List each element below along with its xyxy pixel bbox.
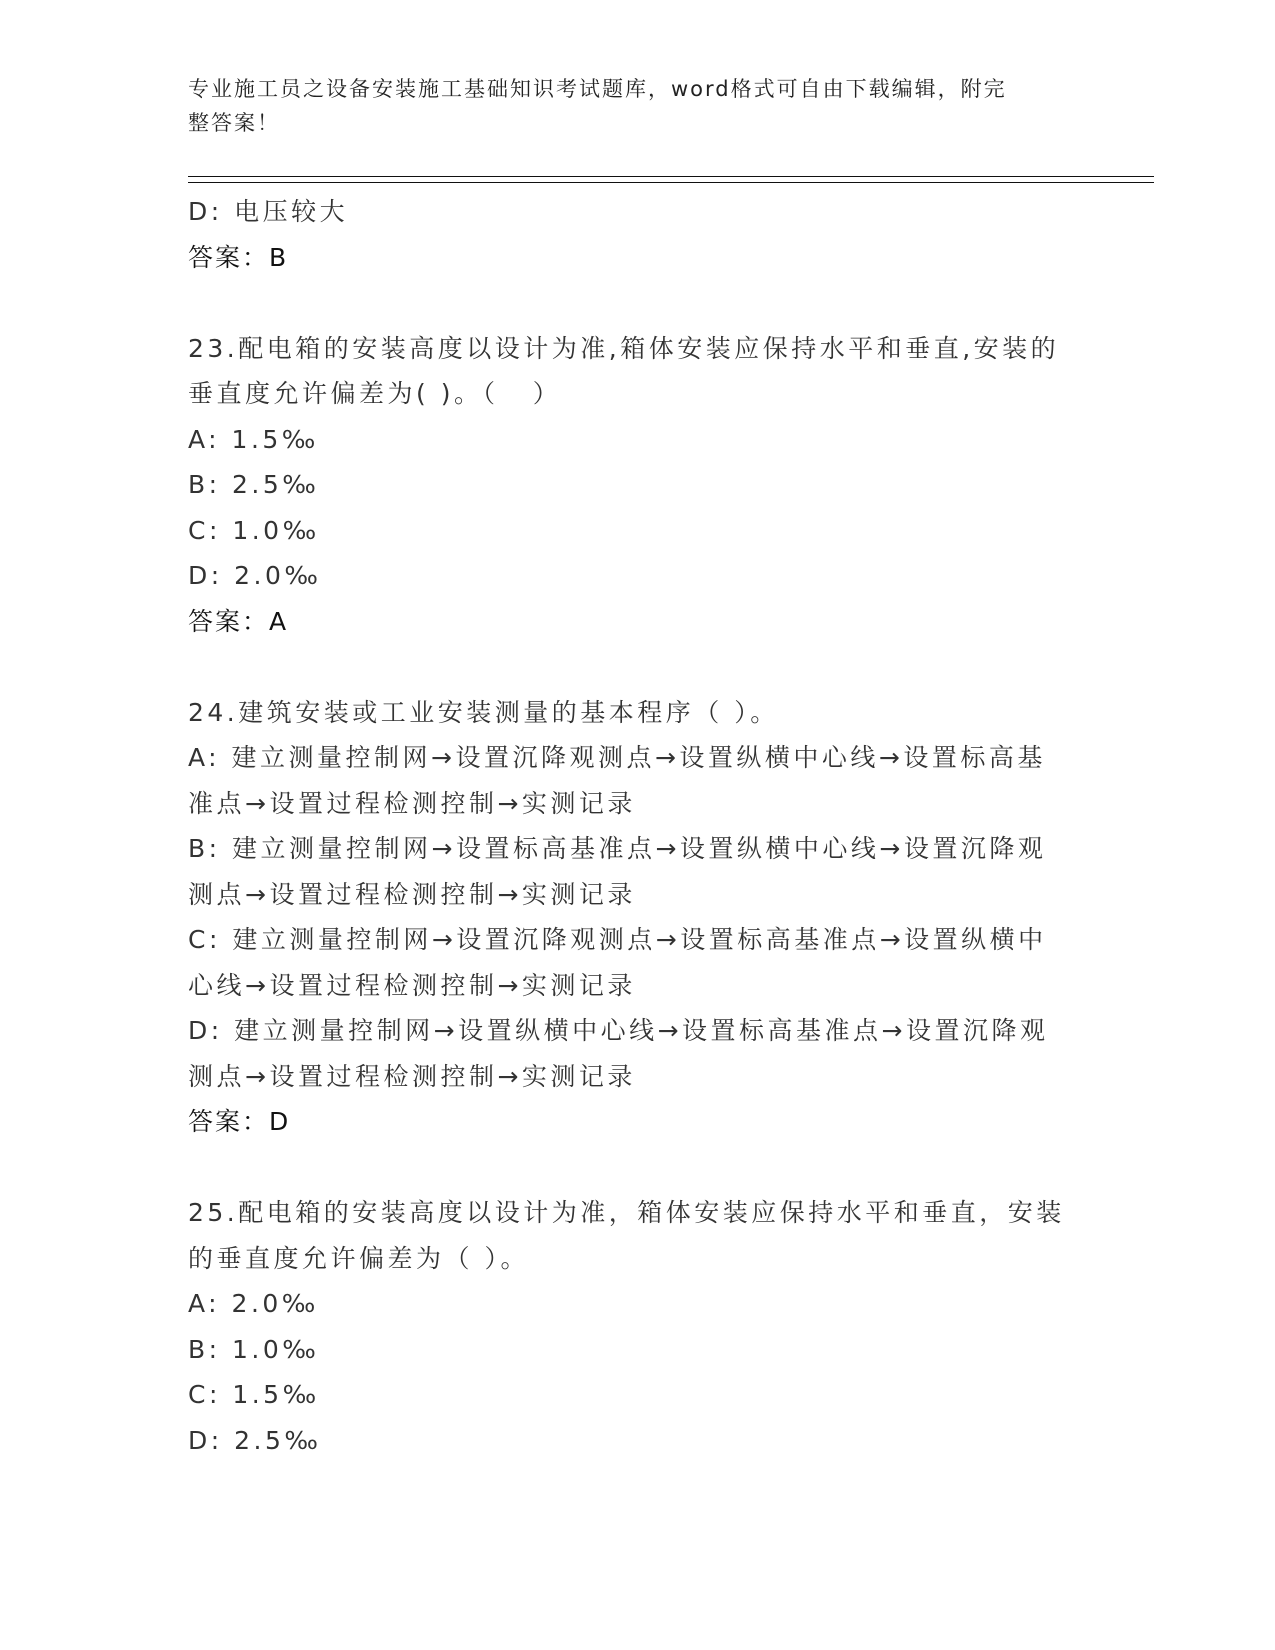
q23-answer: 答案：A <box>188 606 289 636</box>
q25-stem-line-2: 的垂直度允许偏差为（ ）。 <box>188 1243 529 1273</box>
q24-option-c-line-2: 心线→设置过程检测控制→实测记录 <box>188 970 636 1000</box>
q22-answer: 答案：B <box>188 242 289 272</box>
q24-option-c-line-1: C: 建立测量控制网→设置沉降观测点→设置标高基准点→设置纵横中 <box>188 925 1047 954</box>
header-line-2: 整答案！ <box>188 111 280 135</box>
spacer <box>188 280 1088 326</box>
q23-stem-line-2: 垂直度允许偏差为( )。（ ） <box>188 379 562 408</box>
q23-option-b: B: 2.5‰ <box>188 470 320 499</box>
question-25 <box>188 1190 1088 1463</box>
question-content <box>188 189 1088 1463</box>
q25-option-d: D: 2.5‰ <box>188 1425 322 1455</box>
q24-option-a-line-1: A: 建立测量控制网→设置沉降观测点→设置纵横中心线→设置标高基 <box>188 743 1046 772</box>
q24-answer: 答案：D <box>188 1107 291 1136</box>
q25-option-b: B: 1.0‰ <box>188 1334 320 1364</box>
q24-option-d-line-1: D: 建立测量控制网→设置纵横中心线→设置标高基准点→设置沉降观 <box>188 1016 1049 1045</box>
question-24 <box>188 690 1088 1145</box>
q24-stem: 24.建筑安装或工业安装测量的基本程序（ ）。 <box>188 697 779 727</box>
spacer <box>188 644 1088 690</box>
q24-option-b-line-1: B: 建立测量控制网→设置标高基准点→设置纵横中心线→设置沉降观 <box>188 834 1047 863</box>
q23-option-a: A: 1.5‰ <box>188 424 319 454</box>
spacer <box>188 1145 1088 1191</box>
question-22-tail <box>188 189 1088 280</box>
q24-option-d-line-2: 测点→设置过程检测控制→实测记录 <box>188 1061 636 1091</box>
header-line-1: 专业施工员之设备安装施工基础知识考试题库，word格式可自由下载编辑，附完 <box>188 77 1007 101</box>
q24-option-b-line-2: 测点→设置过程检测控制→实测记录 <box>188 879 636 909</box>
q25-option-c: C: 1.5‰ <box>188 1380 320 1409</box>
question-23 <box>188 326 1088 645</box>
q23-option-c: C: 1.0‰ <box>188 515 320 545</box>
header-rule-top <box>188 176 1154 177</box>
q25-stem-line-1: 25.配电箱的安装高度以设计为准，箱体安装应保持水平和垂直，安装 <box>188 1198 1065 1227</box>
q23-option-d: D: 2.0‰ <box>188 561 322 590</box>
document-header <box>188 72 1068 140</box>
q24-option-a-line-2: 准点→设置过程检测控制→实测记录 <box>188 788 636 818</box>
header-rule-bottom <box>188 182 1154 183</box>
q22-option-d: D: 电压较大 <box>188 197 349 226</box>
q23-stem-line-1: 23.配电箱的安装高度以设计为准,箱体安装应保持水平和垂直,安装的 <box>188 333 1060 363</box>
q25-option-a: A: 2.0‰ <box>188 1289 319 1318</box>
